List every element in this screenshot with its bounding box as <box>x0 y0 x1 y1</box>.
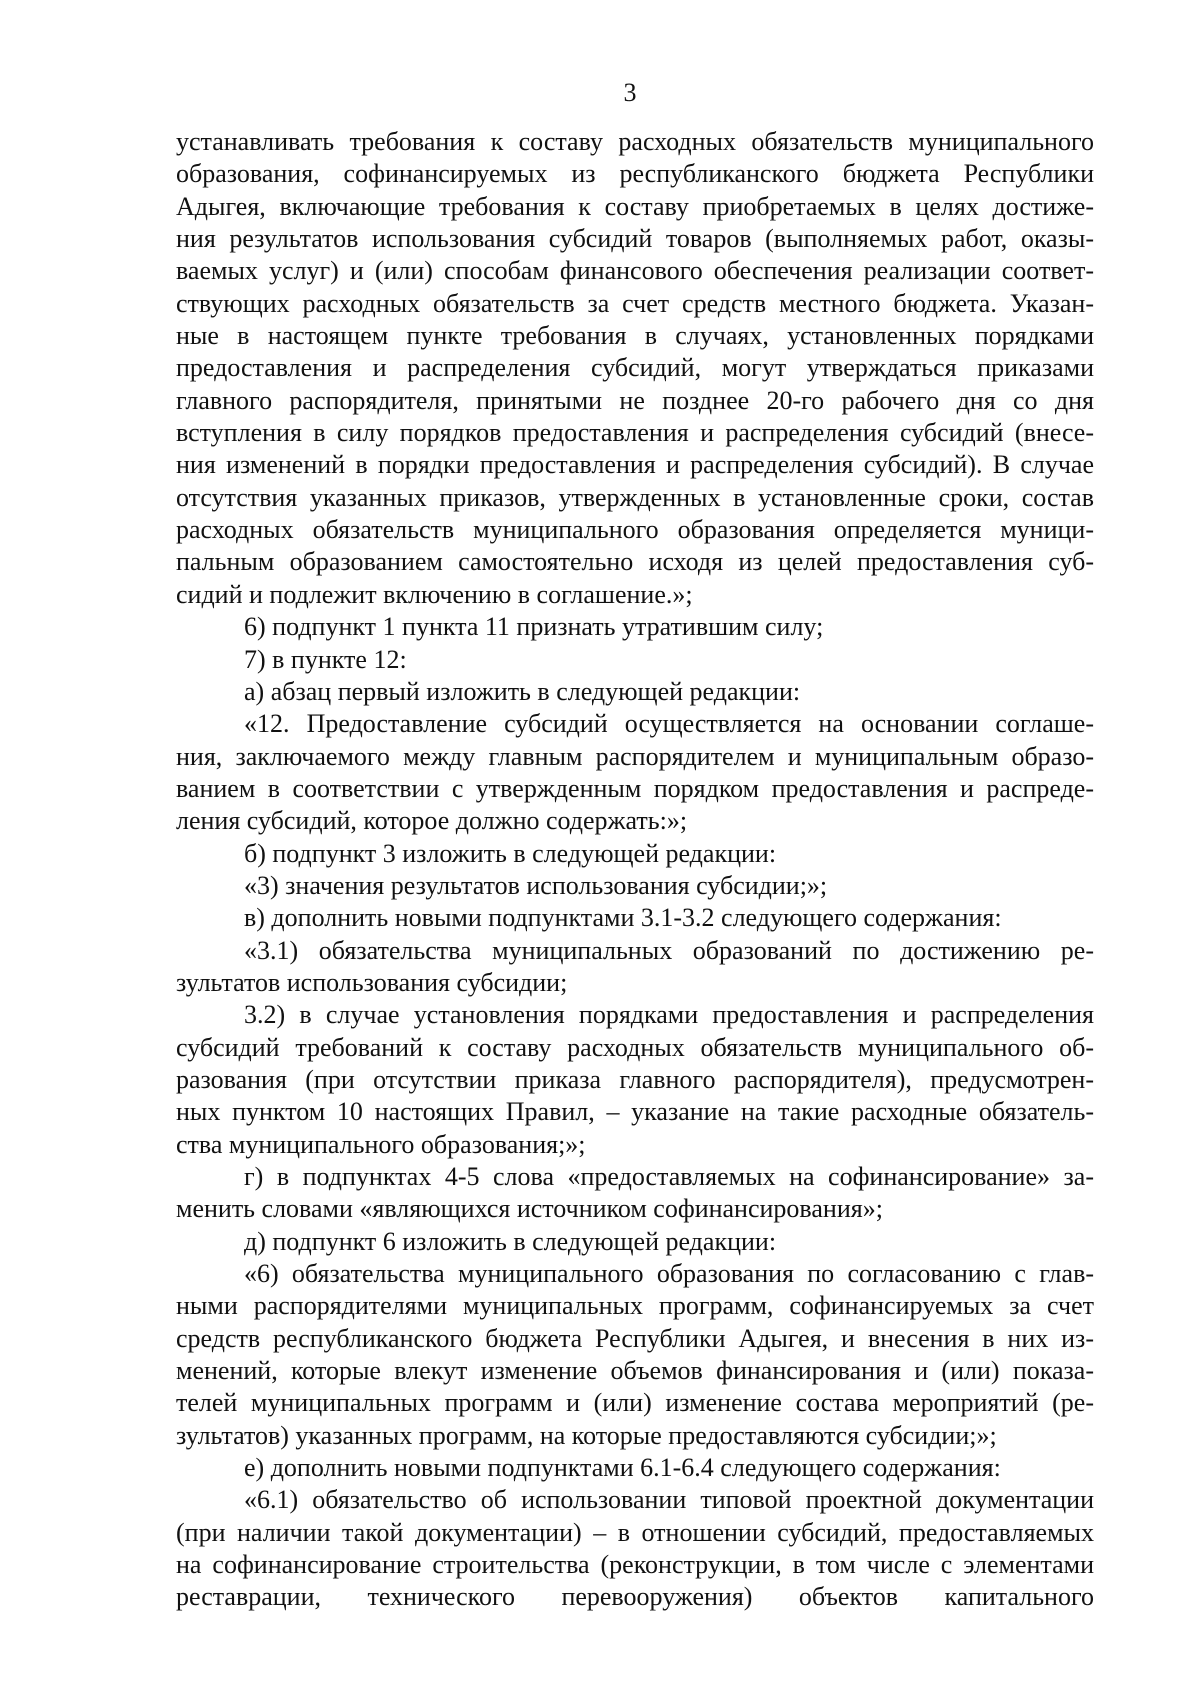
text-line: «6.1) обязательство об использовании типовой проектной документации <box>244 1485 1094 1515</box>
text-line: ные в настоящем пункте требования в случаях, установленных порядками <box>176 321 1094 351</box>
text-line: в) дополнить новыми подпунктами 3.1-3.2 следующего содержания: <box>244 903 1002 933</box>
text-line: зультатов) указанных программ, на которые предоставляются субсидии;»; <box>176 1420 997 1450</box>
text-line: 6) подпункт 1 пункта 11 признать утратившим силу; <box>244 612 824 642</box>
text-line: «6) обязательства муниципального образования по согласованию с глав- <box>244 1259 1094 1289</box>
text-line: ствующих расходных обязательств за счет средств местного бюджета. Указан- <box>176 288 1094 318</box>
text-line: вступления в силу порядков предоставления и распределения субсидий (внесе- <box>176 418 1094 448</box>
text-line: зультатов использования субсидии; <box>176 967 568 997</box>
text-line: сидий и подлежит включению в соглашение.»; <box>176 579 693 609</box>
text-line: субсидий требований к составу расходных обязательств муниципального об- <box>176 1032 1094 1062</box>
body-text <box>176 126 1094 1614</box>
text-line: 3.2) в случае установления порядками предоставления и распределения <box>244 1000 1094 1030</box>
text-line: менить словами «являющихся источником софинансирования»; <box>176 1194 883 1224</box>
text-line: расходных обязательств муниципального образования определяется муници- <box>176 515 1094 545</box>
text-line: пальным образованием самостоятельно исходя из целей предоставления суб- <box>176 547 1094 577</box>
text-line: д) подпункт 6 изложить в следующей редакции: <box>244 1226 777 1256</box>
text-line: реставрации, технического перевооружения) объектов капитального <box>176 1582 1094 1612</box>
text-line: ния, заключаемого между главным распорядителем и муниципальным образо- <box>176 741 1094 771</box>
text-line: б) подпункт 3 изложить в следующей редакции: <box>244 838 777 868</box>
text-line: «3.1) обязательства муниципальных образований по достижению ре- <box>244 935 1094 965</box>
text-line: «3) значения результатов использования субсидии;»; <box>244 870 828 900</box>
text-line: ства муниципального образования;»; <box>176 1129 586 1159</box>
text-line: ния результатов использования субсидий товаров (выполняемых работ, оказы- <box>176 224 1094 254</box>
text-line: е) дополнить новыми подпунктами 6.1-6.4 следующего содержания: <box>244 1453 1001 1483</box>
text-line: 7) в пункте 12: <box>244 644 407 674</box>
text-line: ными распорядителями муниципальных программ, софинансируемых за счет <box>176 1291 1094 1321</box>
text-line: Адыгея, включающие требования к составу приобретаемых в целях достиже- <box>176 191 1094 221</box>
text-line: средств республиканского бюджета Республики Адыгея, и внесения в них из- <box>176 1323 1094 1353</box>
text-line: разования (при отсутствии приказа главного распорядителя), предусмотрен- <box>176 1064 1094 1094</box>
page-number: 3 <box>623 78 637 107</box>
text-line: образования, софинансируемых из республиканского бюджета Республики <box>176 159 1094 189</box>
text-line: отсутствия указанных приказов, утвержденных в установленные сроки, состав <box>176 482 1094 512</box>
text-line: г) в подпунктах 4-5 слова «предоставляемых на софинансирование» за- <box>244 1162 1094 1191</box>
text-line: ваемых услуг) и (или) способам финансового обеспечения реализации соответ- <box>176 256 1094 286</box>
text-line: а) абзац первый изложить в следующей редакции: <box>244 676 801 706</box>
text-line: на софинансирование строительства (реконструкции, в том числе с элементами <box>176 1550 1094 1580</box>
text-line: предоставления и распределения субсидий, могут утверждаться приказами <box>176 353 1094 383</box>
text-line: (при наличии такой документации) – в отношении субсидий, предоставляемых <box>176 1517 1094 1547</box>
text-line: «12. Предоставление субсидий осуществляется на основании соглаше- <box>244 709 1094 739</box>
text-line: ния изменений в порядки предоставления и распределения субсидий). В случае <box>176 450 1094 480</box>
text-line: устанавливать требования к составу расходных обязательств муниципального <box>176 127 1094 156</box>
text-line: ванием в соответствии с утвержденным порядком предоставления и распреде- <box>176 773 1094 803</box>
text-line: телей муниципальных программ и (или) изменение состава мероприятий (ре- <box>176 1388 1094 1418</box>
text-line: ных пунктом 10 настоящих Правил, – указание на такие расходные обязатель- <box>176 1097 1094 1127</box>
text-line: главного распорядителя, принятыми не позднее 20-го рабочего дня со дня <box>176 385 1094 415</box>
text-line: менений, которые влекут изменение объемов финансирования и (или) показа- <box>176 1356 1094 1386</box>
text-line: ления субсидий, которое должно содержать:»; <box>176 806 688 836</box>
